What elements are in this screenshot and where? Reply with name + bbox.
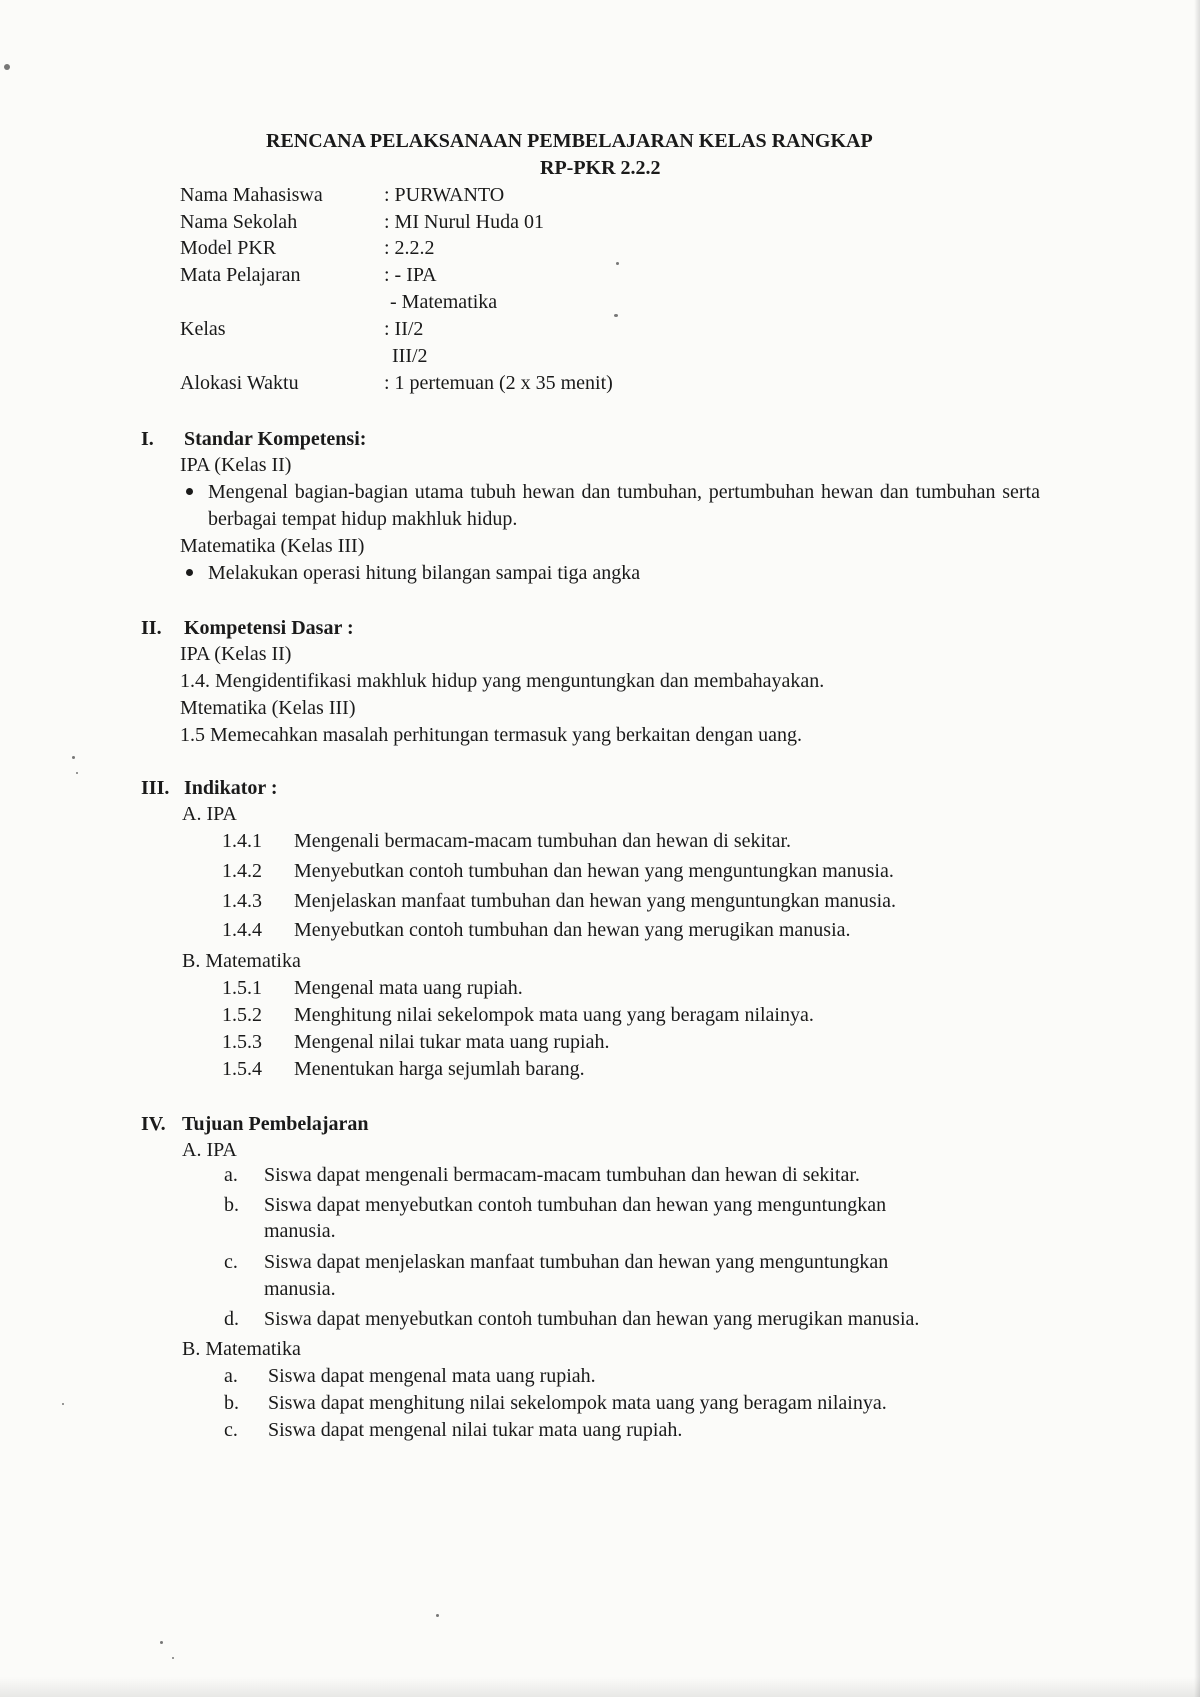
subject-label: IPA (Kelas II) <box>180 643 292 665</box>
indicator-text: Mengenali bermacam-macam tumbuhan dan hewan di sekitar. <box>294 830 792 852</box>
objective-letter: c. <box>224 1419 238 1441</box>
indicator-text: Menyebutkan contoh tumbuhan dan hewan yang menguntungkan manusia. <box>294 860 894 882</box>
scan-speck <box>76 772 78 774</box>
objective-letter: b. <box>224 1392 239 1414</box>
scan-speck <box>436 1614 439 1617</box>
model-label: Model PKR <box>180 237 277 259</box>
objective-text-continued: manusia. <box>264 1220 336 1242</box>
scan-speck <box>72 756 75 759</box>
bullet-icon <box>186 488 193 495</box>
section-heading: Standar Kompetensi: <box>184 428 367 450</box>
subsection-label: A. IPA <box>182 803 237 825</box>
bullet-icon <box>186 569 193 576</box>
indicator-number: 1.4.3 <box>222 890 262 912</box>
mapel-label: Mata Pelajaran <box>180 264 301 286</box>
objective-letter: b. <box>224 1194 239 1216</box>
scan-speck <box>4 64 10 70</box>
indicator-text: Menghitung nilai sekelompok mata uang yang beragam nilainya. <box>294 1004 814 1026</box>
sekolah-label: Nama Sekolah <box>180 211 298 233</box>
section-heading: Kompetensi Dasar : <box>184 617 354 639</box>
section-number: III. <box>141 777 170 799</box>
mahasiswa-value: : PURWANTO <box>384 184 505 206</box>
sekolah-value: : MI Nurul Huda 01 <box>384 211 544 233</box>
indicator-number: 1.5.3 <box>222 1031 262 1053</box>
scan-speck <box>62 1403 64 1405</box>
section-number: IV. <box>141 1113 166 1135</box>
objective-letter: a. <box>224 1365 238 1387</box>
objective-letter: d. <box>224 1308 239 1330</box>
subsection-label: B. Matematika <box>182 1338 301 1360</box>
objective-text: Siswa dapat mengenali bermacam-macam tumbuhan dan hewan di sekitar. <box>264 1164 860 1186</box>
objective-text: Siswa dapat menghitung nilai sekelompok mata uang yang beragam nilainya. <box>268 1392 887 1414</box>
kelas-value-1: : II/2 <box>384 318 424 340</box>
section-heading: Tujuan Pembelajaran <box>182 1113 369 1135</box>
subject-label: Mtematika (Kelas III) <box>180 697 356 719</box>
document-code: RP-PKR 2.2.2 <box>540 157 661 179</box>
model-value: : 2.2.2 <box>384 237 435 259</box>
indicator-number: 1.5.2 <box>222 1004 262 1026</box>
subject-label: Matematika (Kelas III) <box>180 535 365 557</box>
section-number: I. <box>141 428 154 450</box>
subsection-label: A. IPA <box>182 1139 237 1161</box>
competency-text: Melakukan operasi hitung bilangan sampai tiga angka <box>208 562 641 584</box>
indicator-number: 1.4.2 <box>222 860 262 882</box>
indicator-number: 1.4.1 <box>222 830 262 852</box>
mapel-value-2: - Matematika <box>390 291 498 313</box>
scan-speck <box>172 1657 174 1659</box>
objective-text: Siswa dapat mengenal mata uang rupiah. <box>268 1365 596 1387</box>
objective-text: Siswa dapat menyebutkan contoh tumbuhan dan hewan yang merugikan manusia. <box>264 1308 920 1330</box>
kelas-value-2: III/2 <box>392 345 428 367</box>
objective-text: Siswa dapat menyebutkan contoh tumbuhan dan hewan yang menguntungkan <box>264 1194 887 1216</box>
scan-speck <box>614 314 618 317</box>
alokasi-value: : 1 pertemuan (2 x 35 menit) <box>384 372 613 394</box>
indicator-number: 1.5.1 <box>222 977 262 999</box>
subject-label: IPA (Kelas II) <box>180 454 292 476</box>
scan-edge-shadow <box>1194 0 1200 1697</box>
alokasi-label: Alokasi Waktu <box>180 372 299 394</box>
indicator-number: 1.5.4 <box>222 1058 262 1080</box>
scan-speck <box>160 1641 163 1644</box>
indicator-number: 1.4.4 <box>222 919 262 941</box>
indicator-text: Menyebutkan contoh tumbuhan dan hewan yang merugikan manusia. <box>294 919 851 941</box>
mahasiswa-label: Nama Mahasiswa <box>180 184 323 206</box>
indicator-text: Mengenal nilai tukar mata uang rupiah. <box>294 1031 610 1053</box>
subsection-label: B. Matematika <box>182 950 301 972</box>
basic-competency-text: 1.4. Mengidentifikasi makhluk hidup yang menguntungkan dan membahayakan. <box>180 670 825 692</box>
kelas-label: Kelas <box>180 318 226 340</box>
objective-text-continued: manusia. <box>264 1278 336 1300</box>
competency-text: Mengenal bagian-bagian utama tubuh hewan dan tumbuhan, pertumbuhan hewan dan tumbuhan serta berbagai tempat hidup makhluk hidup. <box>208 481 1040 530</box>
indicator-text: Menentukan harga sejumlah barang. <box>294 1058 585 1080</box>
scan-bottom-shadow <box>0 1677 1200 1697</box>
section-number: II. <box>141 617 162 639</box>
document-title: RENCANA PELAKSANAAN PEMBELAJARAN KELAS RANGKAP <box>266 130 873 152</box>
section-heading: Indikator : <box>184 777 278 799</box>
objective-letter: c. <box>224 1251 238 1273</box>
indicator-text: Mengenal mata uang rupiah. <box>294 977 523 999</box>
objective-text: Siswa dapat mengenal nilai tukar mata uang rupiah. <box>268 1419 683 1441</box>
indicator-text: Menjelaskan manfaat tumbuhan dan hewan yang menguntungkan manusia. <box>294 890 897 912</box>
objective-text: Siswa dapat menjelaskan manfaat tumbuhan dan hewan yang menguntungkan <box>264 1251 889 1273</box>
basic-competency-text: 1.5 Memecahkan masalah perhitungan termasuk yang berkaitan dengan uang. <box>180 724 803 746</box>
scan-speck <box>616 262 619 265</box>
objective-letter: a. <box>224 1164 238 1186</box>
mapel-value-1: : - IPA <box>384 264 437 286</box>
